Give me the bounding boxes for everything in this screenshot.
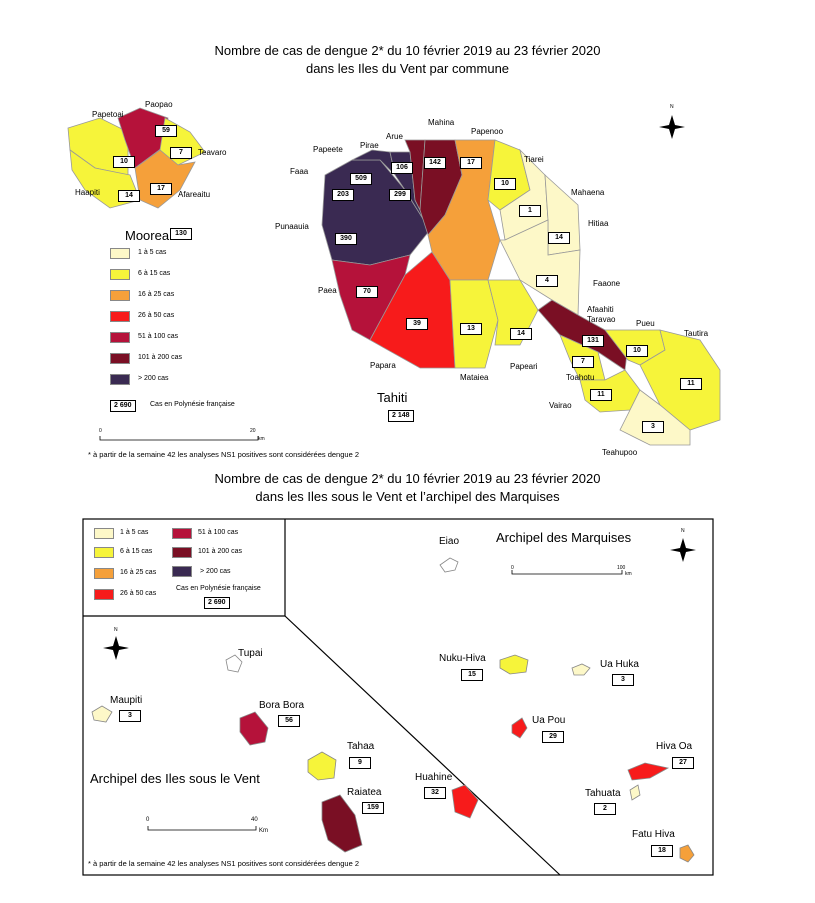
legend-swatch-6 [110, 353, 130, 364]
moorea-label-paopao: Paopao [145, 100, 173, 109]
bottom-legend-swatch-4 [94, 589, 114, 600]
moorea-total: 130 [170, 228, 192, 240]
tahiti-label-mahaena: Mahaena [571, 188, 605, 197]
marq-label-tahuata: Tahuata [585, 788, 621, 799]
tahiti-label-punaauia: Punaauia [275, 222, 309, 231]
marq-value-ua-huka: 3 [612, 674, 634, 686]
bottom-legend-swatch-5 [172, 528, 192, 539]
scale-top-zero: 0 [99, 428, 102, 434]
tahiti-island-name: Tahiti [377, 390, 408, 405]
compass-n-top: N [670, 104, 674, 110]
tahiti-value-pirae: 299 [389, 189, 411, 201]
isv-label-tupai: Tupai [238, 648, 263, 659]
legend-label-7: > 200 cas [138, 375, 169, 382]
isv-label-bora-bora: Bora Bora [259, 700, 305, 711]
scale-isv-max: 40 [251, 817, 258, 823]
bottom-legend-swatch-1 [94, 528, 114, 539]
island-tahuata [630, 785, 640, 800]
island-hiva-oa [628, 763, 668, 780]
legend-swatch-4 [110, 311, 130, 322]
moorea-value-papetoai: 10 [113, 156, 135, 168]
moorea-label-afareaitu: Afareaitu [178, 190, 211, 199]
footnote-top: * à partir de la semaine 42 les analyses NS1 positives sont considérées dengue 2 [88, 450, 359, 459]
legend-label-2: 6 à 15 cas [138, 270, 171, 277]
moorea-island-name: Moorea [125, 228, 170, 243]
legend-label-5: 51 à 100 cas [138, 333, 179, 340]
bottom-legend-swatch-7 [172, 566, 192, 577]
legend-swatch-1 [110, 248, 130, 259]
legend-label-1: 1 à 5 cas [138, 249, 167, 256]
marq-label-hiva-oa: Hiva Oa [656, 741, 693, 752]
scale-marq-max: 100 [617, 565, 626, 571]
footnote-bottom: * à partir de la semaine 42 les analyses NS1 positives sont considérées dengue 2 [88, 859, 359, 868]
isv-value-raiatea: 159 [362, 802, 384, 814]
marq-label-ua-pou: Ua Pou [532, 715, 566, 726]
tahiti-label-tautira: Tautira [684, 329, 709, 338]
tahiti-value-vairao: 11 [590, 389, 612, 401]
tahiti-value-papenoo: 17 [460, 157, 482, 169]
tahiti-label-papeari: Papeari [510, 362, 538, 371]
bottom-legend-swatch-6 [172, 547, 192, 558]
tahiti-value-tautira: 11 [680, 378, 702, 390]
marq-value-hiva-oa: 27 [672, 757, 694, 769]
moorea-label-haapiti: Haapiti [75, 188, 100, 197]
legend-label-4: 26 à 50 cas [138, 312, 175, 319]
island-nuku-hiva [500, 655, 528, 674]
bottom-title-line1: Nombre de cas de dengue 2* du 10 février 2019 au 23 février 2020 [214, 471, 601, 486]
scale-bar-isv [148, 826, 256, 830]
scale-marq-zero: 0 [511, 565, 514, 571]
legend-total-value: 2 690 [110, 400, 136, 412]
tahiti-label-pueu: Pueu [636, 319, 655, 328]
scale-bar-top [100, 436, 258, 440]
marq-label-ua-huka: Ua Huka [600, 659, 639, 670]
tahiti-value-papeete: 509 [350, 173, 372, 185]
tahiti-label-paea: Paea [318, 286, 337, 295]
tahiti-value-mahaena: 1 [519, 205, 541, 217]
island-ua-pou [512, 718, 527, 738]
scale-marq-unit: km [625, 571, 632, 577]
tahiti-value-tiarei: 10 [494, 178, 516, 190]
isv-label-maupiti: Maupiti [110, 695, 143, 706]
tahiti-value-teahupoo: 3 [642, 421, 664, 433]
bottom-legend-total-label: Cas en Polynésie française [176, 585, 261, 592]
bottom-title-line2: dans les Iles sous le Vent et l’archipel des Marquises [255, 489, 560, 504]
tahiti-value-mahina: 142 [424, 157, 446, 169]
bottom-legend-swatch-2 [94, 547, 114, 558]
island-tahaa [308, 752, 336, 780]
tahiti-value-paea: 70 [356, 286, 378, 298]
isv-label-tahaa: Tahaa [347, 741, 375, 752]
bottom-legend-label-5: 51 à 100 cas [198, 529, 239, 536]
tahiti-label-vairao: Vairao [549, 401, 572, 410]
top-title-line2: dans les Iles du Vent par commune [305, 61, 510, 76]
scale-top-unit: km [258, 436, 265, 442]
tahiti-value-toahotu: 7 [572, 356, 594, 368]
island-ua-huka [572, 664, 590, 675]
marq-value-fatu-hiva: 18 [651, 845, 673, 857]
tahiti-value-hitiaa: 14 [548, 232, 570, 244]
tahiti-label-faaa: Faaa [290, 167, 309, 176]
tahiti-label-papenoo: Papenoo [471, 127, 504, 136]
tahiti-value-papeari: 14 [510, 328, 532, 340]
legend-swatch-3 [110, 290, 130, 301]
tahiti-label-faaone: Faaone [593, 279, 621, 288]
tahiti-value-afaahiti-taravao: 131 [582, 335, 604, 347]
scale-bar-marquises [512, 570, 622, 574]
marq-label-fatu-hiva: Fatu Hiva [632, 829, 675, 840]
tahiti-value-arue: 106 [391, 162, 413, 174]
bottom-legend-label-2: 6 à 15 cas [120, 548, 153, 555]
isv-value-maupiti: 3 [119, 710, 141, 722]
top-title-line1: Nombre de cas de dengue 2* du 10 février 2019 au 23 février 2020 [214, 43, 601, 58]
isv-value-bora-bora: 56 [278, 715, 300, 727]
bottom-legend-label-1: 1 à 5 cas [120, 529, 149, 536]
marq-value-nuku-hiva: 15 [461, 669, 483, 681]
isv-value-huahine: 32 [424, 787, 446, 799]
tahiti-value-faaone: 4 [536, 275, 558, 287]
marquises-title: Archipel des Marquises [496, 530, 632, 545]
island-bora-bora [240, 712, 268, 745]
island-huahine [452, 785, 478, 818]
tahiti-label-pirae: Pirae [360, 141, 379, 150]
tahiti-value-mataiea: 13 [460, 323, 482, 335]
moorea-label-teavaro: Teavaro [198, 148, 227, 157]
tahiti-label-mataiea: Mataiea [460, 373, 489, 382]
scale-isv-zero: 0 [146, 817, 150, 823]
tahiti-value-faaa: 203 [332, 189, 354, 201]
isv-title: Archipel des Iles sous le Vent [90, 771, 260, 786]
tahiti-label-afaahiti-taravao: Afaahiti Taravao [587, 305, 616, 324]
compass-icon-isv [103, 636, 129, 660]
archipelago-divider-diagonal [285, 616, 560, 875]
marq-value-tahuata: 2 [594, 803, 616, 815]
marq-value-ua-pou: 29 [542, 731, 564, 743]
scale-isv-unit: Km [259, 828, 268, 834]
moorea-value-teavaro: 7 [170, 147, 192, 159]
tahiti-label-mahina: Mahina [428, 118, 455, 127]
island-eiao [440, 558, 458, 572]
legend-label-6: 101 à 200 cas [138, 354, 182, 361]
moorea-value-paopao: 59 [155, 125, 177, 137]
isv-label-huahine: Huahine [415, 772, 453, 783]
moorea-label-papetoai: Papetoai [92, 110, 124, 119]
legend-total-label: Cas en Polynésie française [150, 401, 235, 408]
bottom-legend-label-3: 16 à 25 cas [120, 569, 157, 576]
bottom-legend-swatch-3 [94, 568, 114, 579]
compass-icon-marquises [670, 538, 696, 562]
marq-label-eiao: Eiao [439, 536, 460, 547]
isv-label-raiatea: Raiatea [347, 787, 382, 798]
tahiti-label-arue: Arue [386, 132, 403, 141]
island-maupiti [92, 706, 112, 722]
tahiti-label-teahupoo: Teahupoo [602, 448, 638, 457]
moorea-value-afareaitu: 17 [150, 183, 172, 195]
tahiti-value-punaauia: 390 [335, 233, 357, 245]
tahiti-label-toahotu: Toahotu [566, 373, 595, 382]
compass-icon-top [659, 115, 685, 139]
bottom-legend-label-4: 26 à 50 cas [120, 590, 157, 597]
bottom-legend-total-value: 2 690 [204, 597, 230, 609]
tahiti-value-pueu: 10 [626, 345, 648, 357]
scale-top-max: 20 [250, 428, 256, 434]
tahiti-label-hitiaa: Hitiaa [588, 219, 609, 228]
bottom-legend-label-6: 101 à 200 cas [198, 548, 242, 555]
legend-label-3: 16 à 25 cas [138, 291, 175, 298]
tahiti-total: 2 148 [388, 410, 414, 422]
island-raiatea [322, 795, 362, 852]
tahiti-label-tiarei: Tiarei [524, 155, 544, 164]
compass-n-isv: N [114, 627, 118, 633]
legend-swatch-5 [110, 332, 130, 343]
marq-label-nuku-hiva: Nuku-Hiva [439, 653, 486, 664]
legend-swatch-2 [110, 269, 130, 280]
moorea-value-haapiti: 14 [118, 190, 140, 202]
island-fatu-hiva [680, 845, 694, 862]
tahiti-label-papara: Papara [370, 361, 396, 370]
legend-swatch-7 [110, 374, 130, 385]
isv-value-tahaa: 9 [349, 757, 371, 769]
tahiti-value-papara: 39 [406, 318, 428, 330]
tahiti-label-papeete: Papeete [313, 145, 343, 154]
bottom-legend-label-7: > 200 cas [200, 568, 231, 575]
compass-n-marquises: N [681, 528, 685, 534]
